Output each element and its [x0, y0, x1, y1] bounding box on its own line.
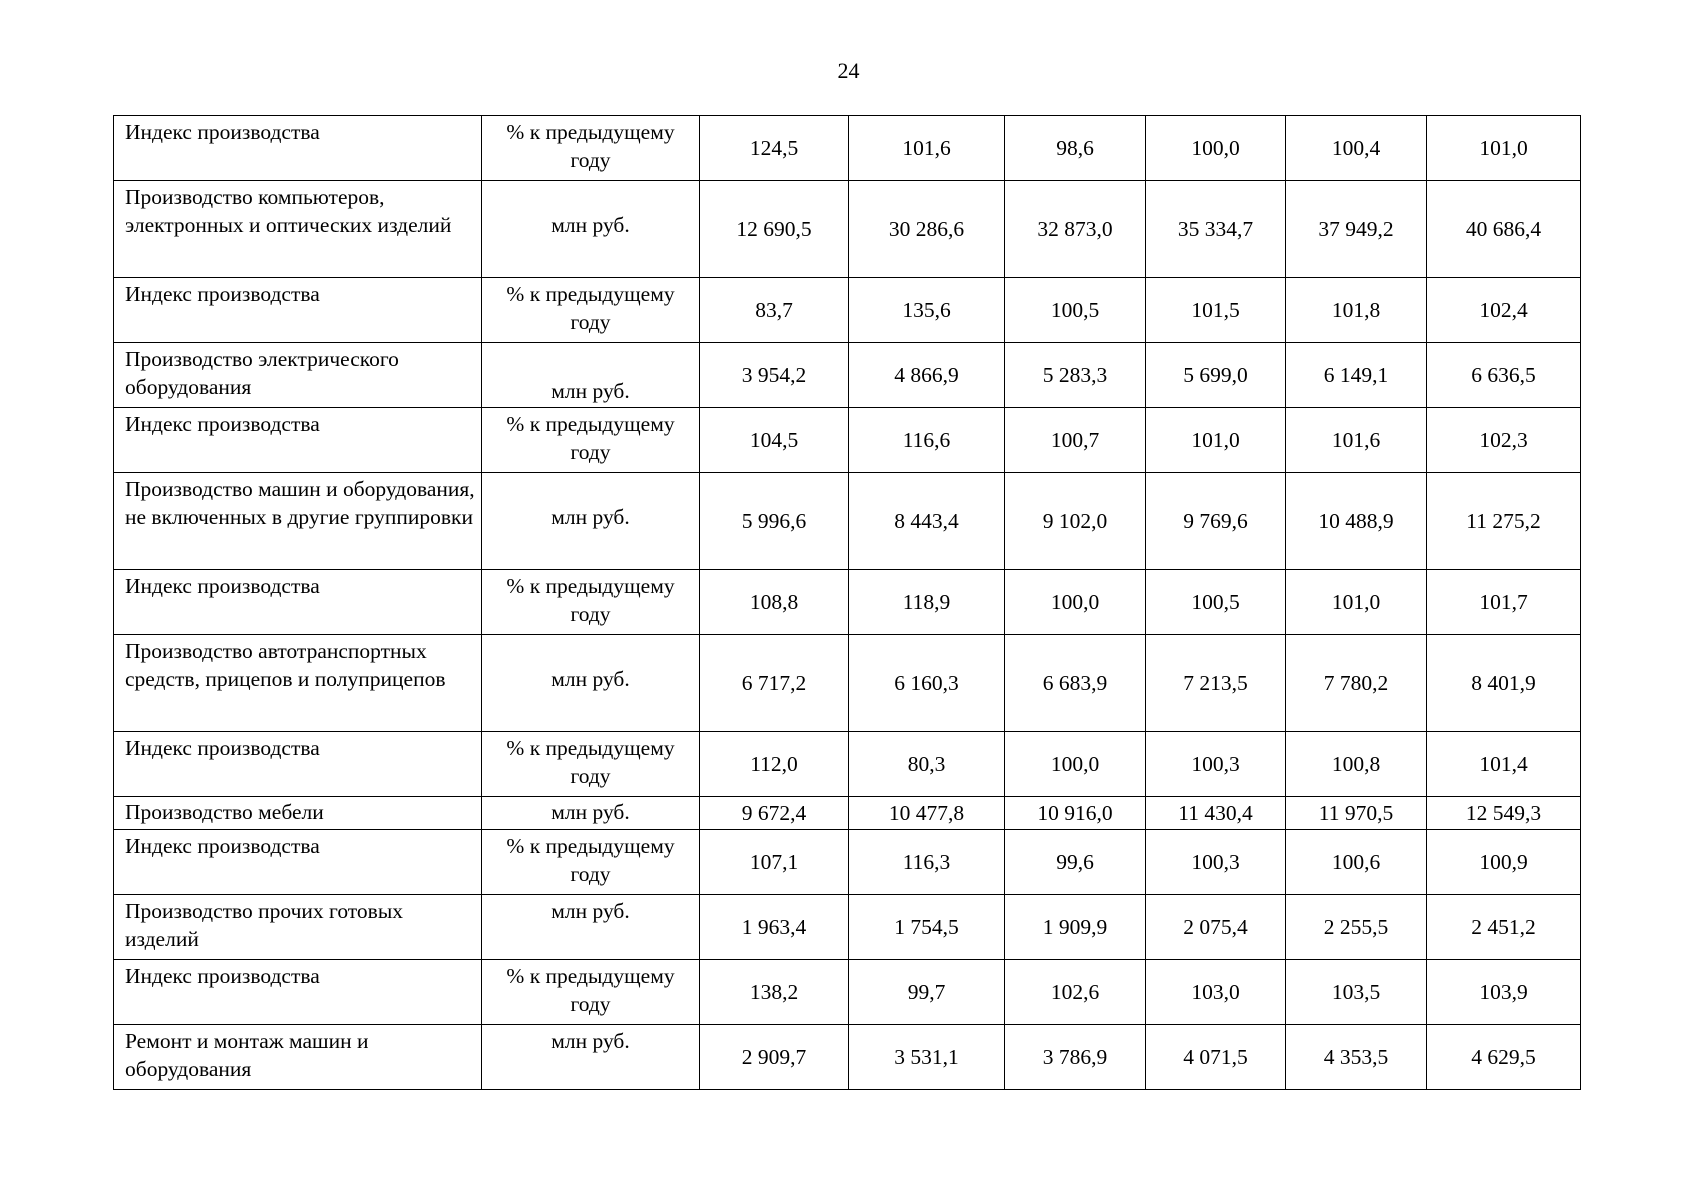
row-unit: млн руб.: [482, 343, 700, 408]
row-name: Индекс производства: [114, 116, 482, 181]
value-cell: 102,4: [1427, 278, 1581, 343]
value-cell: 5 699,0: [1146, 343, 1286, 408]
value-cell: 102,6: [1005, 960, 1146, 1025]
table-row: [114, 343, 1581, 408]
row-unit: млн руб.: [482, 895, 700, 960]
value-cell: 100,0: [1005, 570, 1146, 635]
row-name: Индекс производства: [114, 732, 482, 797]
value-cell: 3 786,9: [1005, 1025, 1146, 1090]
value-cell: 101,0: [1427, 116, 1581, 181]
value-cell: 9 102,0: [1005, 473, 1146, 570]
table-row: [114, 732, 1581, 797]
table-row: [114, 1025, 1581, 1090]
row-unit: % к предыдущему году: [482, 278, 700, 343]
value-cell: 9 769,6: [1146, 473, 1286, 570]
value-cell: 32 873,0: [1005, 181, 1146, 278]
value-cell: 12 549,3: [1427, 797, 1581, 830]
row-name: Индекс производства: [114, 960, 482, 1025]
value-cell: 101,6: [1286, 408, 1427, 473]
value-cell: 101,5: [1146, 278, 1286, 343]
value-cell: 107,1: [700, 830, 849, 895]
row-unit: млн руб.: [482, 797, 700, 830]
row-unit: млн руб.: [482, 473, 700, 570]
value-cell: 1 754,5: [849, 895, 1005, 960]
value-cell: 6 149,1: [1286, 343, 1427, 408]
row-name: Индекс производства: [114, 278, 482, 343]
value-cell: 6 636,5: [1427, 343, 1581, 408]
value-cell: 9 672,4: [700, 797, 849, 830]
row-unit: млн руб.: [482, 1025, 700, 1090]
value-cell: 6 717,2: [700, 635, 849, 732]
value-cell: 118,9: [849, 570, 1005, 635]
value-cell: 100,4: [1286, 116, 1427, 181]
value-cell: 101,0: [1146, 408, 1286, 473]
value-cell: 100,8: [1286, 732, 1427, 797]
value-cell: 100,7: [1005, 408, 1146, 473]
row-name: Индекс производства: [114, 830, 482, 895]
value-cell: 103,5: [1286, 960, 1427, 1025]
value-cell: 35 334,7: [1146, 181, 1286, 278]
page-number: 24: [837, 58, 860, 83]
value-cell: 10 477,8: [849, 797, 1005, 830]
row-name: Ремонт и монтаж машин и оборудования: [114, 1025, 482, 1090]
value-cell: 138,2: [700, 960, 849, 1025]
value-cell: 6 160,3: [849, 635, 1005, 732]
value-cell: 98,6: [1005, 116, 1146, 181]
value-cell: 2 255,5: [1286, 895, 1427, 960]
table-row: [114, 116, 1581, 181]
row-unit: % к предыдущему году: [482, 408, 700, 473]
value-cell: 4 071,5: [1146, 1025, 1286, 1090]
row-unit: % к предыдущему году: [482, 116, 700, 181]
value-cell: 116,6: [849, 408, 1005, 473]
value-cell: 103,9: [1427, 960, 1581, 1025]
value-cell: 101,7: [1427, 570, 1581, 635]
value-cell: 4 353,5: [1286, 1025, 1427, 1090]
row-unit: % к предыдущему году: [482, 732, 700, 797]
row-unit: млн руб.: [482, 635, 700, 732]
value-cell: 2 451,2: [1427, 895, 1581, 960]
value-cell: 104,5: [700, 408, 849, 473]
value-cell: 100,0: [1005, 732, 1146, 797]
table-row: [114, 278, 1581, 343]
value-cell: 101,4: [1427, 732, 1581, 797]
value-cell: 100,0: [1146, 116, 1286, 181]
value-cell: 5 996,6: [700, 473, 849, 570]
row-unit: % к предыдущему году: [482, 960, 700, 1025]
table-row: [114, 895, 1581, 960]
value-cell: 4 866,9: [849, 343, 1005, 408]
row-name: Производство прочих готовых изделий: [114, 895, 482, 960]
value-cell: 100,5: [1005, 278, 1146, 343]
value-cell: 108,8: [700, 570, 849, 635]
value-cell: 100,9: [1427, 830, 1581, 895]
value-cell: 112,0: [700, 732, 849, 797]
value-cell: 103,0: [1146, 960, 1286, 1025]
table-row: [114, 960, 1581, 1025]
value-cell: 12 690,5: [700, 181, 849, 278]
value-cell: 124,5: [700, 116, 849, 181]
value-cell: 40 686,4: [1427, 181, 1581, 278]
value-cell: 2 909,7: [700, 1025, 849, 1090]
production-table: [113, 115, 1581, 1090]
table-row: [114, 181, 1581, 278]
row-name: Производство автотранспортных средств, прицепов и полуприцепов: [114, 635, 482, 732]
table-row: [114, 408, 1581, 473]
value-cell: 100,3: [1146, 830, 1286, 895]
value-cell: 11 430,4: [1146, 797, 1286, 830]
value-cell: 101,6: [849, 116, 1005, 181]
table-row: [114, 635, 1581, 732]
row-name: Индекс производства: [114, 570, 482, 635]
value-cell: 1 909,9: [1005, 895, 1146, 960]
value-cell: 101,0: [1286, 570, 1427, 635]
row-unit: % к предыдущему году: [482, 830, 700, 895]
value-cell: 11 970,5: [1286, 797, 1427, 830]
row-name: Индекс производства: [114, 408, 482, 473]
value-cell: 6 683,9: [1005, 635, 1146, 732]
value-cell: 2 075,4: [1146, 895, 1286, 960]
value-cell: 30 286,6: [849, 181, 1005, 278]
value-cell: 5 283,3: [1005, 343, 1146, 408]
value-cell: 7 780,2: [1286, 635, 1427, 732]
value-cell: 99,7: [849, 960, 1005, 1025]
value-cell: 10 916,0: [1005, 797, 1146, 830]
value-cell: 3 954,2: [700, 343, 849, 408]
row-unit: % к предыдущему году: [482, 570, 700, 635]
value-cell: 4 629,5: [1427, 1025, 1581, 1090]
row-name: Производство машин и оборудования, не включенных в другие группировки: [114, 473, 482, 570]
value-cell: 100,6: [1286, 830, 1427, 895]
value-cell: 10 488,9: [1286, 473, 1427, 570]
value-cell: 37 949,2: [1286, 181, 1427, 278]
value-cell: 3 531,1: [849, 1025, 1005, 1090]
value-cell: 8 401,9: [1427, 635, 1581, 732]
value-cell: 7 213,5: [1146, 635, 1286, 732]
value-cell: 99,6: [1005, 830, 1146, 895]
row-unit: млн руб.: [482, 181, 700, 278]
value-cell: 135,6: [849, 278, 1005, 343]
value-cell: 80,3: [849, 732, 1005, 797]
value-cell: 100,3: [1146, 732, 1286, 797]
row-name: Производство мебели: [114, 797, 482, 830]
value-cell: 8 443,4: [849, 473, 1005, 570]
table-row: [114, 473, 1581, 570]
table-row: [114, 830, 1581, 895]
value-cell: 11 275,2: [1427, 473, 1581, 570]
value-cell: 1 963,4: [700, 895, 849, 960]
value-cell: 100,5: [1146, 570, 1286, 635]
value-cell: 101,8: [1286, 278, 1427, 343]
row-name: Производство электрического оборудования: [114, 343, 482, 408]
value-cell: 102,3: [1427, 408, 1581, 473]
table-row: [114, 797, 1581, 830]
table-row: [114, 570, 1581, 635]
value-cell: 116,3: [849, 830, 1005, 895]
value-cell: 83,7: [700, 278, 849, 343]
row-name: Производство компьютеров, электронных и оптических изделий: [114, 181, 482, 278]
